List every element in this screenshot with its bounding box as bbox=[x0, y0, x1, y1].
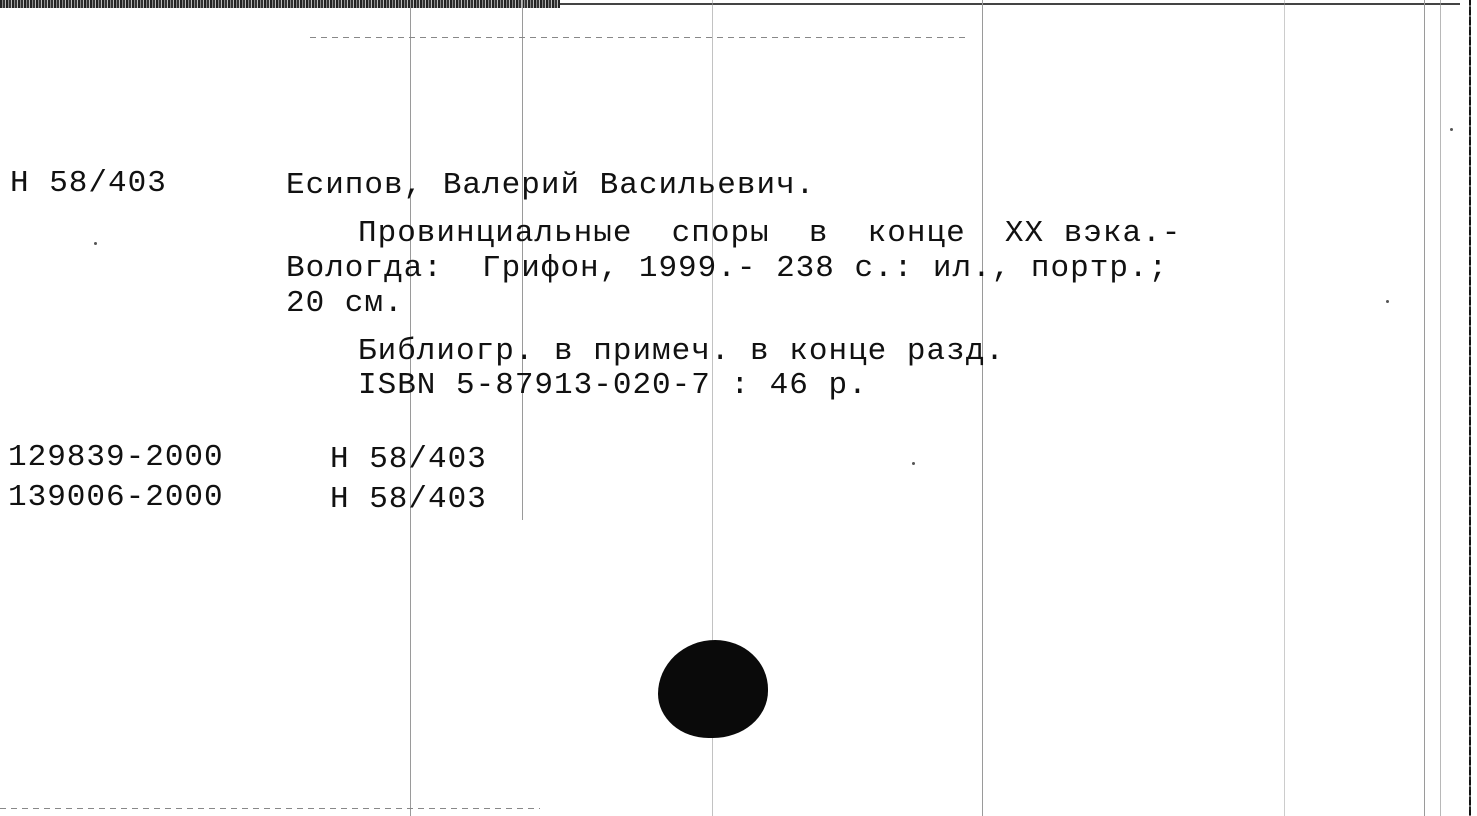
holding-shelfmark: Н 58/403 bbox=[330, 442, 487, 477]
holding-inventory-number: 139006-2000 bbox=[8, 480, 224, 515]
holding-shelfmark: Н 58/403 bbox=[330, 482, 487, 517]
imprint: Вологда: Грифон, 1999.- 238 с.: ил., портр.; bbox=[286, 251, 1169, 286]
fold-line bbox=[410, 0, 411, 816]
scan-edge-top bbox=[0, 0, 560, 8]
ruling-line bbox=[0, 808, 540, 809]
fold-line bbox=[1440, 0, 1441, 816]
scan-line-top bbox=[560, 3, 1460, 5]
speck bbox=[1450, 128, 1453, 131]
holding-inventory-number: 129839-2000 bbox=[8, 440, 224, 475]
ruling-line bbox=[310, 37, 970, 38]
scan-edge-right bbox=[1469, 0, 1471, 816]
fold-line bbox=[1424, 0, 1425, 816]
fold-line bbox=[1284, 0, 1285, 816]
punch-hole bbox=[658, 640, 768, 738]
speck bbox=[94, 242, 97, 245]
speck bbox=[1386, 300, 1389, 303]
speck bbox=[912, 462, 915, 465]
physical-size: 20 см. bbox=[286, 286, 404, 321]
bibliography-note: Библиогр. в примеч. в конце разд. bbox=[358, 334, 1005, 369]
fold-line bbox=[982, 0, 983, 816]
author-heading: Есипов, Валерий Васильевич. bbox=[286, 168, 816, 203]
title-statement: Провинциальные споры в конце XX вэка.- bbox=[358, 216, 1182, 251]
isbn-price: ISBN 5-87913-020-7 : 46 р. bbox=[358, 368, 868, 403]
shelfmark: Н 58/403 bbox=[10, 166, 167, 201]
